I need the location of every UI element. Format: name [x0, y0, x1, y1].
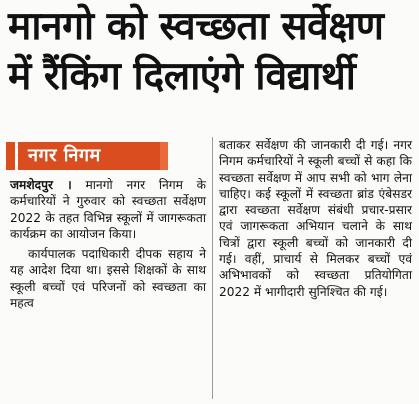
column-divider [212, 137, 213, 399]
right-paragraph: बताकर सर्वेक्षण की जानकारी दी गई। नगर निगम कर्मचारियों ने स्कूली बच्चों से कहा कि स्वच्छता सर्वेक्षण में आप सभी को भाग लेना चाहिए। कई स्कूलों में स्वच्छता ब्रांड एंबेसडर द्वारा स्वच्छता सर्वेक्षण संबंधी प्रचार-प्रसार एवं जागरूकता अभियान चलाने के साथ चित्रों द्वारा स्कूली बच्चों को जानकारी दी गई। वहीं, प्राचार्य से मिलकर बच्चों एवं अभिभावकों को स्वच्छता प्रतियोगिता 2022 में भागीदारी सुनिश्चित की गई। [219, 138, 412, 299]
left-paragraph-2: कार्यपालक पदाधिकारी दीपक सहाय ने यह आदेश दिया था। इससे शिक्षकों के साथ स्कूली बच्चों एवं परिजनों को स्वच्छता का महत्व [10, 247, 206, 311]
dateline: जमशेदपुर । [10, 178, 72, 192]
right-column [219, 137, 412, 300]
section-tag-label: नगर निगम [18, 142, 168, 170]
left-paragraph-1 [10, 177, 206, 242]
section-tag [6, 139, 206, 173]
headline-line-1: मानगो को स्वच्छता सर्वेक्षण [8, 4, 384, 49]
left-paragraph-1-text: मानगो नगर निगम के कर्मचारियों ने गुरुवार को स्वच्छता सर्वेक्षण 2022 के तहत विभिन्न स्कूलों में जागरूकता कार्यक्रम का आयोजन किया। [10, 178, 206, 241]
left-column [10, 139, 206, 311]
headline-line-2: में रैंकिंग दिलाएंगे विद्यार्थी [8, 54, 356, 99]
headline [8, 2, 413, 102]
section-tag-stripe [6, 142, 15, 170]
